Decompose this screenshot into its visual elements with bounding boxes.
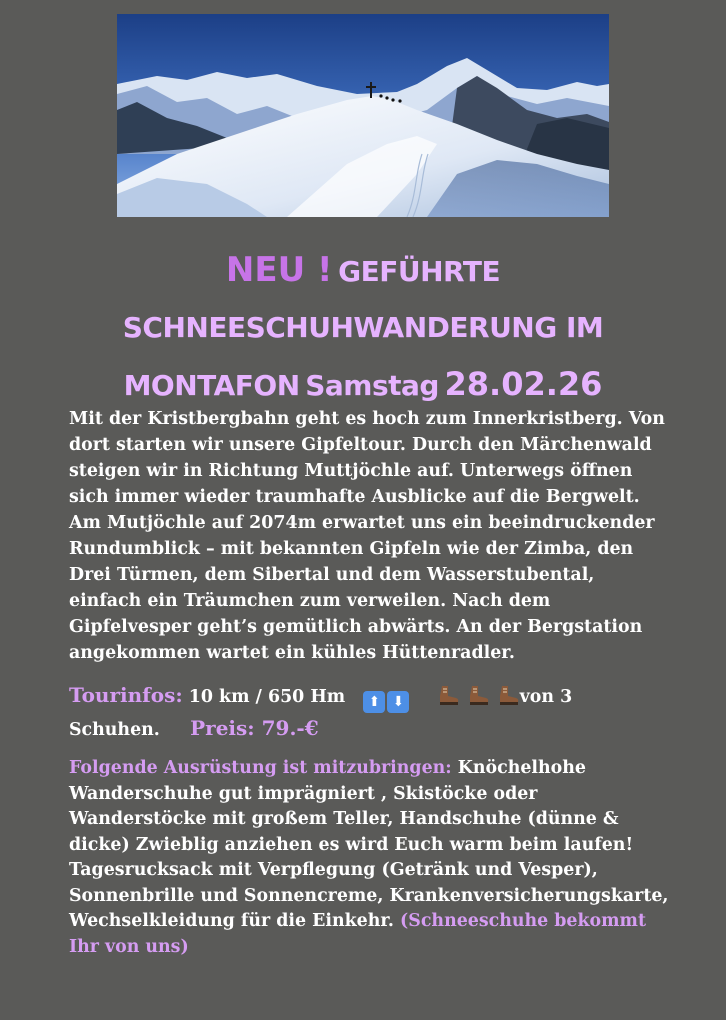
- hiking-boot-icon: [466, 684, 490, 706]
- title-neu: NEU !: [225, 250, 333, 290]
- rating-unit: Schuhen.: [69, 720, 160, 740]
- equipment-section: [69, 756, 669, 960]
- arrow-down-icon: ⬇: [387, 691, 409, 713]
- price-label: Preis: 79.-€: [190, 716, 319, 740]
- hiking-boot-icon: [496, 684, 520, 706]
- page-title: [40, 244, 686, 416]
- rating-suffix: von 3: [519, 687, 573, 707]
- title-line2: SCHNEESCHUHWANDERUNG IM: [122, 311, 604, 344]
- tour-description: Mit der Kristbergbahn geht es hoch zum Innerkristberg. Von dort starten wir unsere Gipfeltour. Durch den Märchenwald steigen wir in Richtung Muttjöchle auf. Unterwegs öffnen sich immer wieder traumhafte Ausblicke auf die Bergwelt. Am Mutjöchle auf 2074m erwartet uns ein beeindruckender Rundumblick – mit bekannten Gipfeln wie der Zimba, den Drei Türmen, dem Sibertal und dem Wasserstubental, einfach ein Träumchen zum verweilen. Nach dem Gipfelvesper geht’s gemütlich abwärts. An der Bergstation angekommen wartet ein kühles Hüttenradler.: [69, 409, 665, 663]
- title-line3-date: 28.02.26: [444, 365, 603, 403]
- equipment-label: Folgende Ausrüstung ist mitzubringen:: [69, 758, 452, 778]
- title-line1: GEFÜHRTE: [338, 255, 501, 288]
- title-line3-prefix: MONTAFON: [123, 369, 300, 402]
- hero-image: [117, 14, 609, 217]
- tourinfo-label: Tourinfos:: [69, 683, 183, 707]
- tourinfo-distance: 10 km / 650 Hm: [188, 687, 346, 707]
- arrow-up-icon: ⬆: [363, 691, 385, 713]
- equipment-note: (Schneeschuhe bekommt Ihr von uns): [69, 911, 646, 957]
- title-line3-day: Samstag: [305, 369, 439, 402]
- tour-info: [69, 680, 669, 745]
- hiking-boot-icon: [436, 684, 460, 706]
- equipment-text: Knöchelhohe Wanderschuhe gut imprägniert , Skistöcke oder Wanderstöcke mit großem Teller, Handschuhe (dünne & dicke) Zwieblig anziehen es wird Euch warm beim laufen! Tagesrucksack mit Verpflegung (Getränk und Vesper), Sonnenbrille und Sonnencreme, Krankenversicherungskarte, Wechselkleidung für die Einkehr.: [69, 758, 669, 931]
